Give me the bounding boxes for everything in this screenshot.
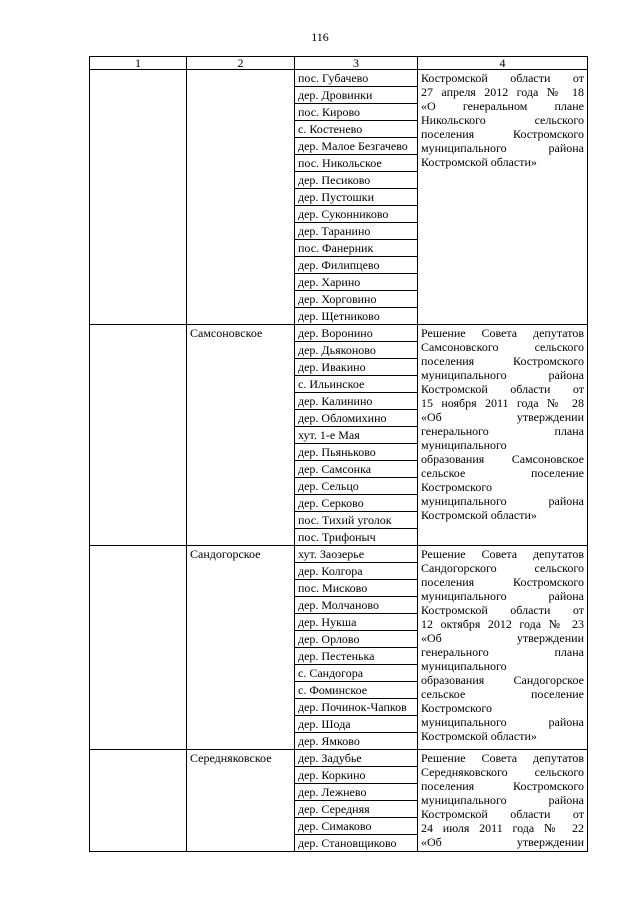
village-name: хут. 1-е Мая	[295, 427, 418, 444]
table-row	[90, 325, 588, 342]
decision-line: «Об утверждении	[421, 631, 584, 645]
decision-line: Костромской области»	[421, 155, 537, 169]
village-name: хут. Заозерье	[295, 546, 418, 563]
decision-line: Костромской области»	[421, 508, 537, 522]
decision-text	[418, 325, 588, 546]
village-name: дер. Самсонка	[295, 461, 418, 478]
village-name: дер. Воронино	[295, 325, 418, 342]
decision-line: образования Самсоновское	[421, 452, 584, 466]
village-name: дер. Задубье	[295, 750, 418, 767]
village-name: дер. Калинино	[295, 393, 418, 410]
decision-line: образования Сандогорское	[421, 673, 584, 687]
village-name: с. Сандогора	[295, 665, 418, 682]
village-name: дер. Песиково	[295, 172, 418, 189]
village-name: дер. Коркино	[295, 767, 418, 784]
decision-line: Середняковского сельского	[421, 765, 584, 779]
village-name: пос. Никольское	[295, 155, 418, 172]
decision-line: Решение Совета депутатов	[421, 547, 584, 561]
district-cell	[90, 750, 187, 852]
table-body	[90, 70, 588, 852]
village-name: дер. Дровинки	[295, 87, 418, 104]
header-row	[90, 57, 588, 70]
village-name: дер. Лежнево	[295, 784, 418, 801]
decision-line: поселения Костромского	[421, 354, 584, 368]
village-name: с. Костенево	[295, 121, 418, 138]
decision-text	[418, 70, 588, 325]
village-name: дер. Таранино	[295, 223, 418, 240]
table-row	[90, 750, 588, 767]
settlement-name: Самсоновское	[187, 325, 295, 546]
village-name: дер. Дьяконово	[295, 342, 418, 359]
village-name: дер. Ивакино	[295, 359, 418, 376]
column-header-3: 3	[295, 57, 418, 70]
table-row	[90, 546, 588, 563]
decision-line: муниципального района	[421, 141, 584, 155]
village-name: дер. Симаково	[295, 818, 418, 835]
decision-line: 27 апреля 2012 года № 18	[421, 85, 584, 99]
village-name: пос. Кирово	[295, 104, 418, 121]
village-name: дер. Ямково	[295, 733, 418, 750]
decision-line: муниципального	[421, 659, 507, 673]
table-row	[90, 70, 588, 87]
village-name: пос. Фанерник	[295, 240, 418, 257]
village-name: дер. Филипцево	[295, 257, 418, 274]
village-name: дер. Нукша	[295, 614, 418, 631]
village-name: с. Фоминское	[295, 682, 418, 699]
decision-line: Костромского	[421, 480, 492, 494]
village-name: дер. Колгора	[295, 563, 418, 580]
district-cell	[90, 70, 187, 325]
column-header-4: 4	[418, 57, 588, 70]
decision-line: муниципального района	[421, 494, 584, 508]
decision-line: Костромской области»	[421, 729, 537, 743]
settlement-name: Середняковское	[187, 750, 295, 852]
decision-line: Решение Совета депутатов	[421, 326, 584, 340]
district-cell	[90, 325, 187, 546]
settlement-name	[187, 70, 295, 325]
village-name: дер. Харино	[295, 274, 418, 291]
decision-line: 12 октября 2012 года № 23	[421, 617, 584, 631]
decision-line: поселения Костромского	[421, 779, 584, 793]
decision-line: 15 ноября 2011 года № 28	[421, 396, 584, 410]
village-name: пос. Тихий уголок	[295, 512, 418, 529]
decision-line: сельское поселение	[421, 466, 584, 480]
village-name: пос. Губачево	[295, 70, 418, 87]
decision-line: Никольского сельского	[421, 113, 584, 127]
decision-line: Костромской области от	[421, 71, 584, 85]
village-name: дер. Суконниково	[295, 206, 418, 223]
decision-line: муниципального района	[421, 589, 584, 603]
decision-line: Костромской области от	[421, 807, 584, 821]
decision-text	[418, 750, 588, 852]
decision-line: генерального плана	[421, 424, 584, 438]
decision-line: «Об утверждении	[421, 835, 584, 849]
district-cell	[90, 546, 187, 750]
decision-line: Костромского	[421, 701, 492, 715]
decision-line: 24 июля 2011 года № 22	[421, 821, 584, 835]
decision-line: муниципального района	[421, 368, 584, 382]
decision-text	[418, 546, 588, 750]
decision-line: Сандогорского сельского	[421, 561, 584, 575]
decision-line: Костромской области от	[421, 603, 584, 617]
village-name: дер. Пестенька	[295, 648, 418, 665]
village-name: дер. Пьяньково	[295, 444, 418, 461]
column-header-1: 1	[90, 57, 187, 70]
village-name: дер. Хорговино	[295, 291, 418, 308]
decision-line: муниципального	[421, 438, 507, 452]
decision-line: Самсоновского сельского	[421, 340, 584, 354]
village-name: дер. Становщиково	[295, 835, 418, 852]
decision-line: поселения Костромского	[421, 575, 584, 589]
settlements-table	[89, 56, 588, 852]
village-name: дер. Молчаново	[295, 597, 418, 614]
decision-line: Решение Совета депутатов	[421, 751, 584, 765]
village-name: пос. Трифоныч	[295, 529, 418, 546]
village-name: дер. Середняя	[295, 801, 418, 818]
decision-line: «О генеральном плане	[421, 99, 584, 113]
village-name: дер. Малое Безгачево	[295, 138, 418, 155]
decision-line: поселения Костромского	[421, 127, 584, 141]
village-name: с. Ильинское	[295, 376, 418, 393]
village-name: пос. Мисково	[295, 580, 418, 597]
settlement-name: Сандогорское	[187, 546, 295, 750]
column-header-2: 2	[187, 57, 295, 70]
village-name: дер. Обломихино	[295, 410, 418, 427]
page-number: 116	[311, 30, 329, 44]
decision-line: муниципального района	[421, 793, 584, 807]
decision-line: Костромской области от	[421, 382, 584, 396]
village-name: дер. Шода	[295, 716, 418, 733]
village-name: дер. Серково	[295, 495, 418, 512]
village-name: дер. Щетниково	[295, 308, 418, 325]
village-name: дер. Орлово	[295, 631, 418, 648]
village-name: дер. Починок-Чапков	[295, 699, 418, 716]
village-name: дер. Сельцо	[295, 478, 418, 495]
decision-line: сельское поселение	[421, 687, 584, 701]
decision-line: муниципального района	[421, 715, 584, 729]
village-name: дер. Пустошки	[295, 189, 418, 206]
decision-line: «Об утверждении	[421, 410, 584, 424]
decision-line: генерального плана	[421, 645, 584, 659]
